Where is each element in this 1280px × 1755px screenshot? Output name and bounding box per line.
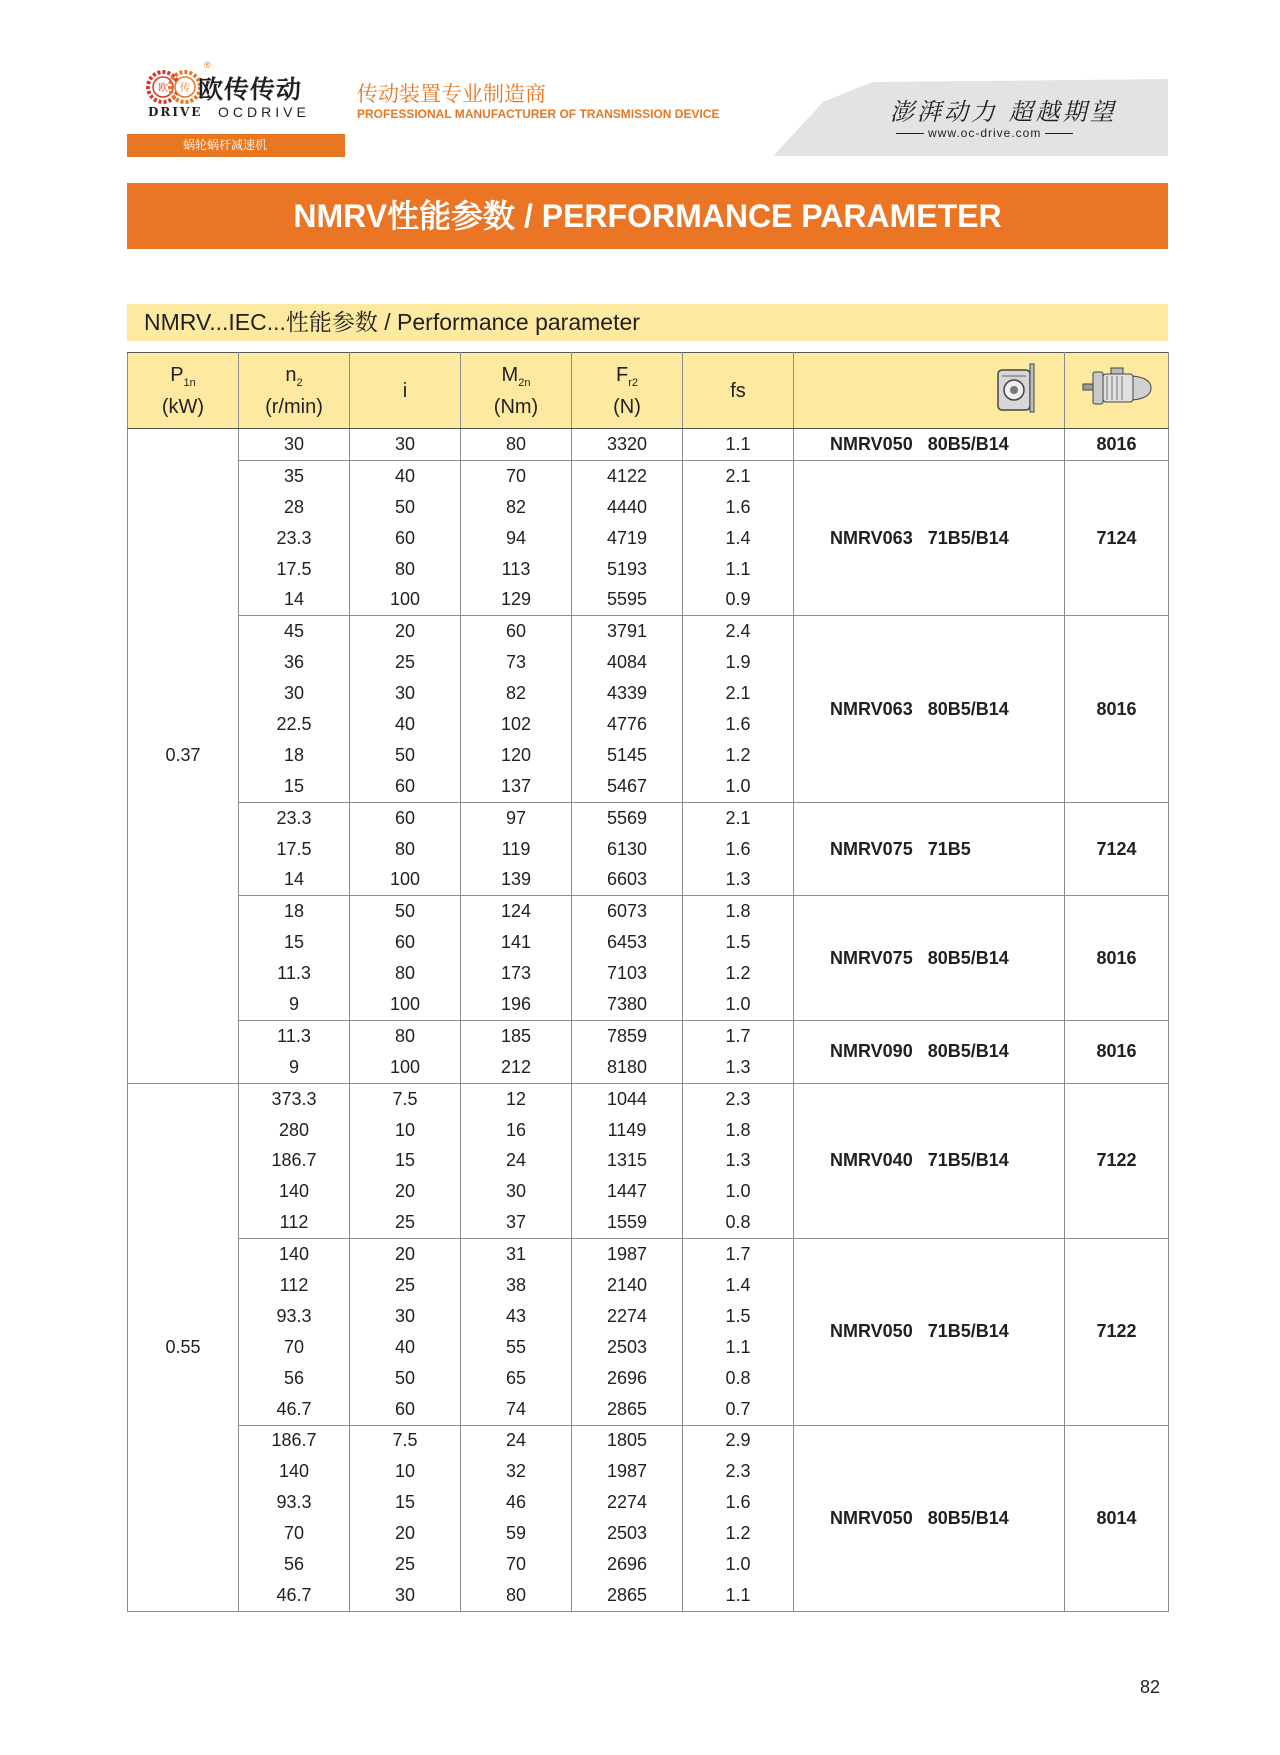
radial-load-cell: 1559: [572, 1207, 683, 1238]
speed-cell: 56: [239, 1363, 350, 1394]
model-cell: NMRV075 71B5: [794, 802, 1065, 896]
service-factor-cell: 1.2: [683, 958, 794, 989]
ratio-cell: 40: [350, 1332, 461, 1363]
service-factor-cell: 1.0: [683, 1176, 794, 1207]
ratio-cell: 80: [350, 834, 461, 865]
torque-cell: 141: [461, 927, 572, 958]
motor-code-cell: 7124: [1065, 802, 1169, 896]
radial-load-cell: 3791: [572, 616, 683, 647]
ratio-cell: 50: [350, 740, 461, 771]
radial-load-cell: 4122: [572, 460, 683, 491]
service-factor-cell: 1.3: [683, 864, 794, 895]
radial-load-cell: 1044: [572, 1083, 683, 1114]
torque-cell: 59: [461, 1518, 572, 1549]
speed-cell: 23.3: [239, 523, 350, 554]
ratio-cell: 60: [350, 802, 461, 833]
ratio-cell: 15: [350, 1145, 461, 1176]
service-factor-cell: 1.6: [683, 1487, 794, 1518]
service-factor-cell: 2.3: [683, 1083, 794, 1114]
torque-cell: 94: [461, 523, 572, 554]
ratio-cell: 7.5: [350, 1425, 461, 1456]
torque-cell: 173: [461, 958, 572, 989]
motor-code-cell: 7122: [1065, 1239, 1169, 1425]
header-gearbox-image: [794, 353, 1065, 429]
header-motor-image: [1065, 353, 1169, 429]
service-factor-cell: 0.8: [683, 1207, 794, 1238]
ratio-cell: 25: [350, 1270, 461, 1301]
model-cell: NMRV063 71B5/B14: [794, 460, 1065, 615]
ratio-cell: 60: [350, 523, 461, 554]
brand-name-cn: 欧传传动: [198, 75, 303, 104]
torque-cell: 102: [461, 709, 572, 740]
torque-cell: 185: [461, 1020, 572, 1051]
speed-cell: 28: [239, 492, 350, 523]
service-factor-cell: 0.9: [683, 584, 794, 615]
model-cell: NMRV050 80B5/B14: [794, 1425, 1065, 1611]
ratio-cell: 7.5: [350, 1083, 461, 1114]
service-factor-cell: 2.1: [683, 678, 794, 709]
radial-load-cell: 6603: [572, 864, 683, 895]
service-factor-cell: 1.7: [683, 1239, 794, 1270]
table-row: [128, 1083, 1169, 1114]
torque-cell: 37: [461, 1207, 572, 1238]
speed-cell: 186.7: [239, 1145, 350, 1176]
model-cell: NMRV040 71B5/B14: [794, 1083, 1065, 1238]
torque-cell: 24: [461, 1145, 572, 1176]
torque-cell: 124: [461, 896, 572, 927]
table-row: [128, 460, 1169, 491]
speed-cell: 280: [239, 1115, 350, 1146]
radial-load-cell: 3320: [572, 429, 683, 461]
radial-load-cell: 1447: [572, 1176, 683, 1207]
speed-cell: 56: [239, 1549, 350, 1580]
speed-cell: 140: [239, 1456, 350, 1487]
registered-mark: ®: [204, 60, 211, 70]
section-subtitle: NMRV...IEC...性能参数 / Performance parameter: [127, 304, 1168, 341]
radial-load-cell: 5145: [572, 740, 683, 771]
speed-cell: 112: [239, 1270, 350, 1301]
ratio-cell: 10: [350, 1456, 461, 1487]
ratio-cell: 60: [350, 1394, 461, 1425]
service-factor-cell: 0.7: [683, 1394, 794, 1425]
torque-cell: 46: [461, 1487, 572, 1518]
torque-cell: 137: [461, 771, 572, 802]
model-cell: NMRV050 80B5/B14: [794, 429, 1065, 461]
torque-cell: 120: [461, 740, 572, 771]
tagline-en: PROFESSIONAL MANUFACTURER OF TRANSMISSION DEVICE: [357, 107, 720, 121]
radial-load-cell: 1149: [572, 1115, 683, 1146]
ratio-cell: 25: [350, 1549, 461, 1580]
motor-code-cell: 7124: [1065, 460, 1169, 615]
ratio-cell: 20: [350, 616, 461, 647]
ratio-cell: 100: [350, 989, 461, 1020]
torque-cell: 38: [461, 1270, 572, 1301]
service-factor-cell: 1.6: [683, 709, 794, 740]
radial-load-cell: 2274: [572, 1487, 683, 1518]
table-row: [128, 1425, 1169, 1456]
service-factor-cell: 2.3: [683, 1456, 794, 1487]
ratio-cell: 25: [350, 1207, 461, 1238]
speed-cell: 112: [239, 1207, 350, 1238]
service-factor-cell: 1.1: [683, 1580, 794, 1611]
service-factor-cell: 1.8: [683, 896, 794, 927]
ratio-cell: 20: [350, 1518, 461, 1549]
motor-code-cell: 8014: [1065, 1425, 1169, 1611]
service-factor-cell: 1.4: [683, 1270, 794, 1301]
table-row: [128, 1020, 1169, 1051]
radial-load-cell: 6453: [572, 927, 683, 958]
torque-cell: 43: [461, 1301, 572, 1332]
torque-cell: 73: [461, 647, 572, 678]
motor-icon: [1077, 364, 1157, 412]
radial-load-cell: 1805: [572, 1425, 683, 1456]
radial-load-cell: 2503: [572, 1332, 683, 1363]
gear-logo-icon: [146, 68, 202, 106]
service-factor-cell: 1.4: [683, 523, 794, 554]
ratio-cell: 25: [350, 647, 461, 678]
torque-cell: 212: [461, 1052, 572, 1083]
radial-load-cell: 2140: [572, 1270, 683, 1301]
radial-load-cell: 2865: [572, 1394, 683, 1425]
radial-load-cell: 2274: [572, 1301, 683, 1332]
radial-load-cell: 1315: [572, 1145, 683, 1176]
table-row: [128, 616, 1169, 647]
speed-cell: 45: [239, 616, 350, 647]
model-cell: NMRV090 80B5/B14: [794, 1020, 1065, 1083]
ratio-cell: 80: [350, 1020, 461, 1051]
service-factor-cell: 1.1: [683, 429, 794, 461]
service-factor-cell: 2.9: [683, 1425, 794, 1456]
torque-cell: 97: [461, 802, 572, 833]
speed-cell: 93.3: [239, 1487, 350, 1518]
speed-cell: 373.3: [239, 1083, 350, 1114]
speed-cell: 93.3: [239, 1301, 350, 1332]
speed-cell: 18: [239, 896, 350, 927]
service-factor-cell: 1.2: [683, 740, 794, 771]
radial-load-cell: 4339: [572, 678, 683, 709]
radial-load-cell: 6130: [572, 834, 683, 865]
torque-cell: 70: [461, 1549, 572, 1580]
motor-code-cell: 8016: [1065, 429, 1169, 461]
service-factor-cell: 1.0: [683, 771, 794, 802]
service-factor-cell: 1.3: [683, 1145, 794, 1176]
motor-code-cell: 8016: [1065, 616, 1169, 802]
ratio-cell: 60: [350, 927, 461, 958]
ratio-cell: 80: [350, 554, 461, 585]
radial-load-cell: 5467: [572, 771, 683, 802]
motor-code-cell: 8016: [1065, 896, 1169, 1021]
ratio-cell: 100: [350, 864, 461, 895]
ratio-cell: 50: [350, 1363, 461, 1394]
service-factor-cell: 1.6: [683, 492, 794, 523]
service-factor-cell: 1.1: [683, 1332, 794, 1363]
table-row: [128, 1239, 1169, 1270]
radial-load-cell: 2696: [572, 1549, 683, 1580]
ratio-cell: 50: [350, 896, 461, 927]
speed-cell: 14: [239, 584, 350, 615]
service-factor-cell: 0.8: [683, 1363, 794, 1394]
ratio-cell: 30: [350, 1301, 461, 1332]
service-factor-cell: 1.6: [683, 834, 794, 865]
torque-cell: 139: [461, 864, 572, 895]
ratio-cell: 50: [350, 492, 461, 523]
speed-cell: 30: [239, 429, 350, 461]
speed-cell: 15: [239, 927, 350, 958]
torque-cell: 24: [461, 1425, 572, 1456]
power-cell: 0.55: [128, 1083, 239, 1611]
service-factor-cell: 1.5: [683, 927, 794, 958]
radial-load-cell: 2865: [572, 1580, 683, 1611]
power-cell: 0.37: [128, 429, 239, 1084]
speed-cell: 70: [239, 1332, 350, 1363]
ratio-cell: 60: [350, 771, 461, 802]
torque-cell: 70: [461, 460, 572, 491]
service-factor-cell: 2.1: [683, 802, 794, 833]
radial-load-cell: 1987: [572, 1456, 683, 1487]
motor-code-cell: 8016: [1065, 1020, 1169, 1083]
speed-cell: 46.7: [239, 1580, 350, 1611]
radial-load-cell: 4440: [572, 492, 683, 523]
radial-load-cell: 8180: [572, 1052, 683, 1083]
gearbox-icon: [994, 362, 1044, 414]
ratio-cell: 40: [350, 460, 461, 491]
service-factor-cell: 1.5: [683, 1301, 794, 1332]
header-speed: $n_2$ (r/min): [239, 353, 350, 429]
radial-load-cell: 2696: [572, 1363, 683, 1394]
category-tab: 蜗轮蜗杆减速机: [127, 134, 345, 157]
page-title: NMRV性能参数 / PERFORMANCE PARAMETER: [127, 183, 1168, 249]
radial-load-cell: 7859: [572, 1020, 683, 1051]
ratio-cell: 30: [350, 678, 461, 709]
model-cell: NMRV050 71B5/B14: [794, 1239, 1065, 1425]
ratio-cell: 30: [350, 1580, 461, 1611]
ratio-cell: 80: [350, 958, 461, 989]
torque-cell: 55: [461, 1332, 572, 1363]
radial-load-cell: 2503: [572, 1518, 683, 1549]
speed-cell: 17.5: [239, 834, 350, 865]
website: [892, 126, 1077, 140]
speed-cell: 18: [239, 740, 350, 771]
slogan: 澎湃动力 超越期望: [890, 98, 1117, 126]
radial-load-cell: 5193: [572, 554, 683, 585]
speed-cell: 23.3: [239, 802, 350, 833]
header-torque: $M_{2n}$ (Nm): [461, 353, 572, 429]
torque-cell: 16: [461, 1115, 572, 1146]
radial-load-cell: 7103: [572, 958, 683, 989]
speed-cell: 186.7: [239, 1425, 350, 1456]
radial-load-cell: 1987: [572, 1239, 683, 1270]
speed-cell: 35: [239, 460, 350, 491]
service-factor-cell: 1.7: [683, 1020, 794, 1051]
tagline-cn: 传动装置专业制造商: [357, 82, 546, 106]
ratio-cell: 100: [350, 1052, 461, 1083]
speed-cell: 14: [239, 864, 350, 895]
speed-cell: 22.5: [239, 709, 350, 740]
speed-cell: 9: [239, 989, 350, 1020]
torque-cell: 82: [461, 492, 572, 523]
speed-cell: 15: [239, 771, 350, 802]
torque-cell: 129: [461, 584, 572, 615]
speed-cell: 30: [239, 678, 350, 709]
speed-cell: 70: [239, 1518, 350, 1549]
model-cell: NMRV075 80B5/B14: [794, 896, 1065, 1021]
service-factor-cell: 2.4: [683, 616, 794, 647]
logo-left-char: 欧: [158, 83, 168, 94]
torque-cell: 80: [461, 1580, 572, 1611]
speed-cell: 17.5: [239, 554, 350, 585]
speed-cell: 11.3: [239, 1020, 350, 1051]
torque-cell: 196: [461, 989, 572, 1020]
header-power: $P_{1n}$ (kW): [128, 353, 239, 429]
torque-cell: 119: [461, 834, 572, 865]
service-factor-cell: 1.9: [683, 647, 794, 678]
torque-cell: 12: [461, 1083, 572, 1114]
torque-cell: 65: [461, 1363, 572, 1394]
torque-cell: 60: [461, 616, 572, 647]
service-factor-cell: 1.2: [683, 1518, 794, 1549]
torque-cell: 31: [461, 1239, 572, 1270]
brand-drive-text: DRIVE: [148, 105, 203, 119]
service-factor-cell: 1.0: [683, 989, 794, 1020]
table-row: [128, 896, 1169, 927]
speed-cell: 46.7: [239, 1394, 350, 1425]
table-row: [128, 429, 1169, 461]
header-ratio: i: [350, 353, 461, 429]
ratio-cell: 20: [350, 1176, 461, 1207]
table-header-row: [128, 353, 1169, 429]
radial-load-cell: 4776: [572, 709, 683, 740]
motor-code-cell: 7122: [1065, 1083, 1169, 1238]
logo-right-char: 传: [180, 83, 190, 94]
speed-cell: 140: [239, 1239, 350, 1270]
ratio-cell: 30: [350, 429, 461, 461]
service-factor-cell: 1.8: [683, 1115, 794, 1146]
page-number: 82: [1140, 1677, 1161, 1697]
torque-cell: 30: [461, 1176, 572, 1207]
radial-load-cell: 5595: [572, 584, 683, 615]
speed-cell: 36: [239, 647, 350, 678]
torque-cell: 74: [461, 1394, 572, 1425]
radial-load-cell: 4719: [572, 523, 683, 554]
service-factor-cell: 1.3: [683, 1052, 794, 1083]
torque-cell: 32: [461, 1456, 572, 1487]
radial-load-cell: 6073: [572, 896, 683, 927]
torque-cell: 113: [461, 554, 572, 585]
radial-load-cell: 5569: [572, 802, 683, 833]
torque-cell: 80: [461, 429, 572, 461]
ratio-cell: 15: [350, 1487, 461, 1518]
service-factor-cell: 1.1: [683, 554, 794, 585]
ratio-cell: 40: [350, 709, 461, 740]
speed-cell: 140: [239, 1176, 350, 1207]
ratio-cell: 10: [350, 1115, 461, 1146]
brand-ocdrive-text: OCDRIVE: [218, 104, 310, 120]
torque-cell: 82: [461, 678, 572, 709]
service-factor-cell: 1.0: [683, 1549, 794, 1580]
ratio-cell: 20: [350, 1239, 461, 1270]
table-row: [128, 802, 1169, 833]
header-radial-load: $F_{r2}$ (N): [572, 353, 683, 429]
website-url: www.oc-drive.com: [928, 126, 1042, 140]
performance-table: [127, 352, 1169, 1612]
speed-cell: 11.3: [239, 958, 350, 989]
speed-cell: 9: [239, 1052, 350, 1083]
radial-load-cell: 7380: [572, 989, 683, 1020]
service-factor-cell: 2.1: [683, 460, 794, 491]
model-cell: NMRV063 80B5/B14: [794, 616, 1065, 802]
ratio-cell: 100: [350, 584, 461, 615]
radial-load-cell: 4084: [572, 647, 683, 678]
header-service-factor: fs: [683, 353, 794, 429]
company-logo: [140, 58, 340, 128]
